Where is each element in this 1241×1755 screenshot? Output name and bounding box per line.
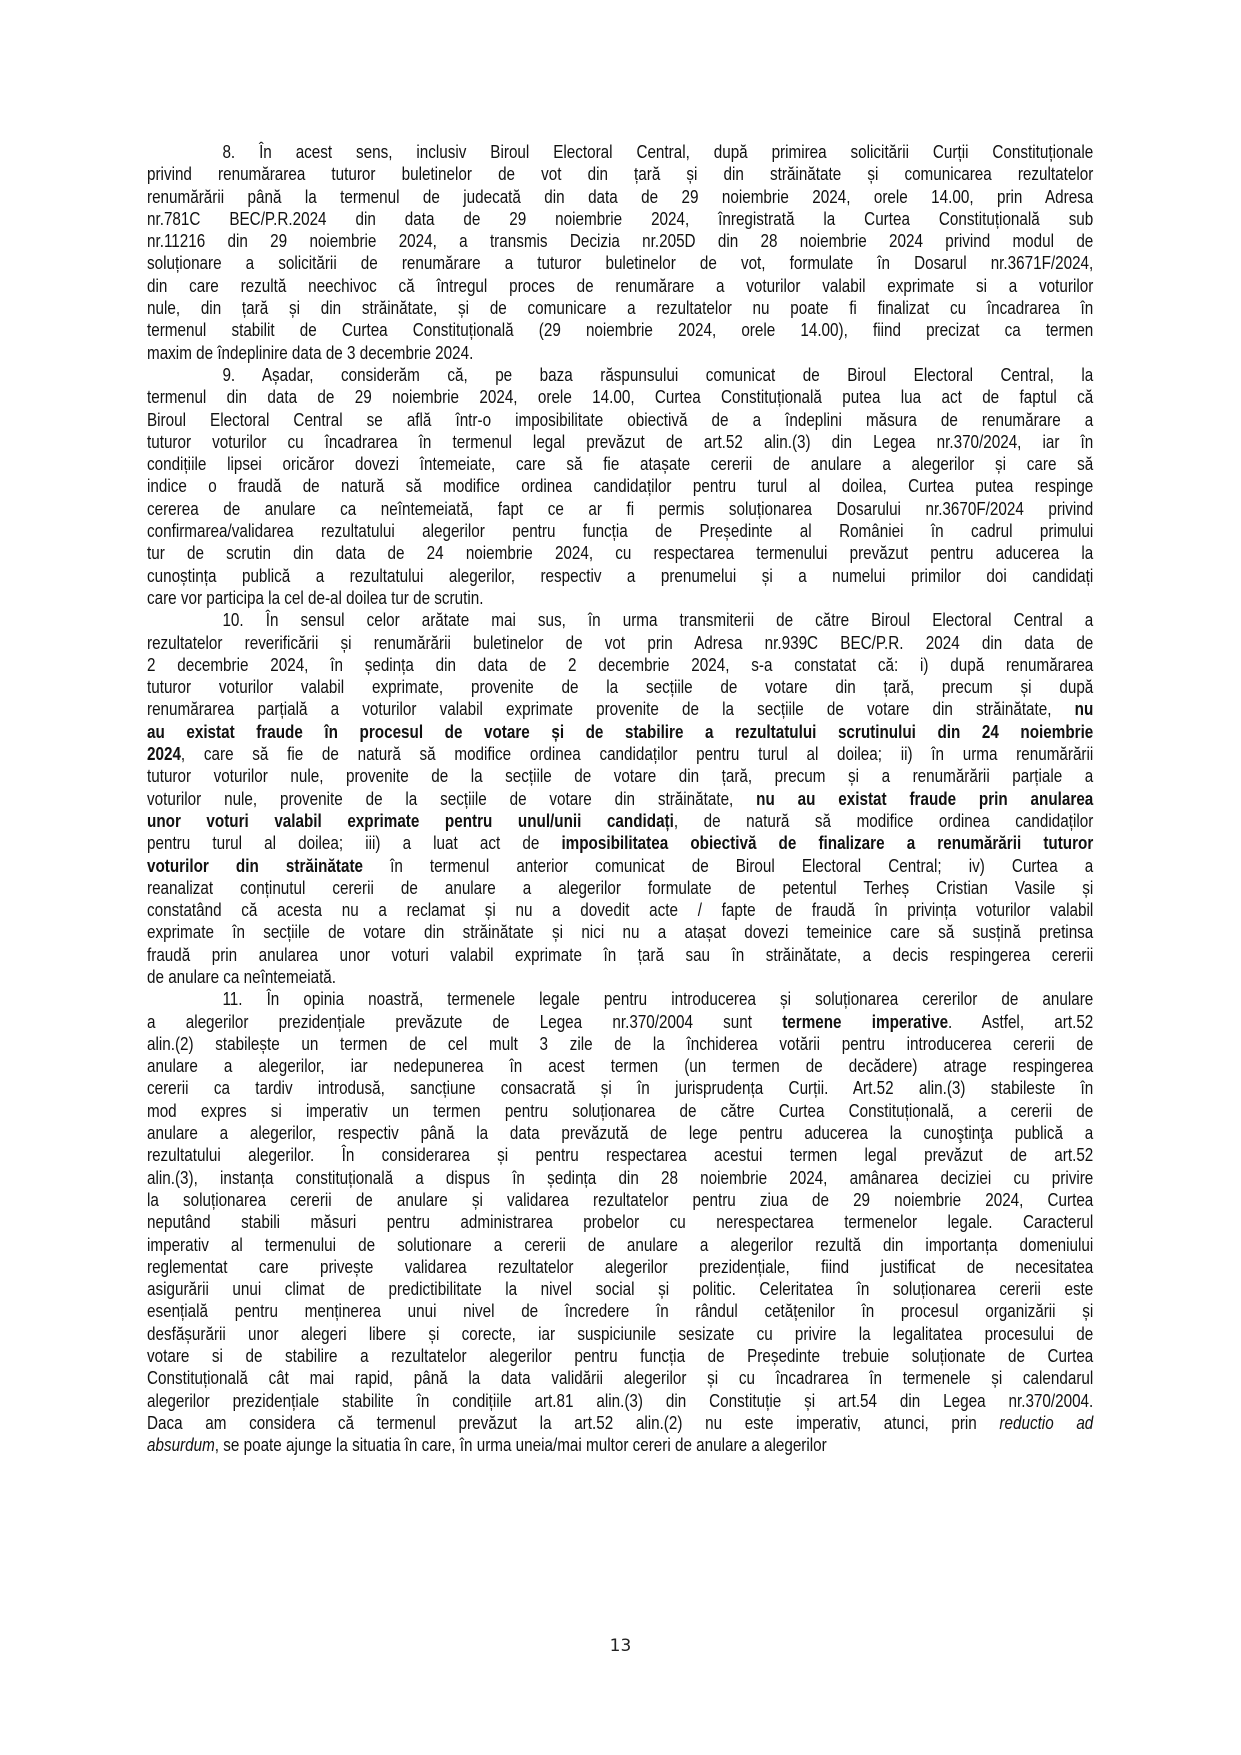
text-run: votare si de stabilire a rezultatelor alegerilor pentru funcția de Președinte trebuie soluționate de Curtea bbox=[147, 1345, 1094, 1367]
text-line bbox=[147, 721, 1093, 743]
text-run: , de natură să modifice ordinea candidaților bbox=[673, 809, 1094, 831]
text-run: confirmarea/validarea rezultatului alegerilor pentru funcția de Președinte al României în cadrul primului bbox=[147, 520, 1094, 542]
text-line bbox=[147, 765, 1093, 787]
text-line bbox=[147, 520, 1093, 542]
text-run: nr.781C BEC/P.R.2024 din data de 29 noiembrie 2024, înregistrată la Curtea Constituțională sub bbox=[147, 207, 1094, 229]
text-line bbox=[147, 632, 1093, 654]
text-run: alin.(3), instanța constituțională a dispus în ședința din 28 noiembrie 2024, amânarea deciziei cu privire bbox=[147, 1166, 1094, 1188]
text-run: termenul din data de 29 noiembrie 2024, orele 14.00, Curtea Constituțională putea lua act de faptul că bbox=[147, 386, 1094, 408]
text-run: maxim de îndeplinire data de 3 decembrie 2024. bbox=[147, 341, 474, 363]
text-line bbox=[147, 1011, 1093, 1033]
paragraph-p11 bbox=[147, 988, 1093, 1456]
text-run: care vor participa la cel de-al doilea tur de scrutin. bbox=[147, 586, 484, 608]
text-run: condițiile lipsei oricăror dovezi întemeiate, care să fie atașate cererii de anulare a alegerilor și care să bbox=[147, 453, 1094, 475]
text-run: Biroul Electoral Central se află într-o imposibilitate obiectivă de a îndeplini măsura de renumărare a bbox=[147, 408, 1094, 430]
text-run: asigurării unui climat de predictibilitate la nivel social și politic. Celeritatea în soluționarea cererii este bbox=[147, 1278, 1094, 1300]
italic-text: reductio ad bbox=[999, 1411, 1094, 1433]
text-run: imperativ al termenului de solutionare a cererii de anulare a alegerilor rezultă din importanța domeniului bbox=[147, 1233, 1094, 1255]
text-line bbox=[147, 988, 1093, 1010]
document-body bbox=[147, 141, 1093, 1457]
text-line bbox=[147, 208, 1093, 230]
text-line bbox=[147, 141, 1093, 163]
text-run: termenul stabilit de Curtea Constituțională (29 noiembrie 2024, orele 14.00), fiind precizat ca termen bbox=[147, 319, 1094, 341]
text-line bbox=[147, 275, 1093, 297]
text-run: mod expres si imperativ un termen pentru soluționarea de către Curtea Constituțională, a cererii de bbox=[147, 1099, 1094, 1121]
text-line bbox=[147, 788, 1093, 810]
text-run: anulare a alegerilor, iar nedepunerea în acest termen (un termen de decădere) atrage respingerea bbox=[147, 1055, 1094, 1077]
text-run: renumărarea parțială a voturilor valabil exprimate provenite de la secțiile de votare din străinătate, bbox=[147, 698, 1075, 720]
bold-text: 2024 bbox=[147, 743, 181, 765]
text-run: 8. În acest sens, inclusiv Biroul Electoral Central, după primirea solicitării Curții Constituționale bbox=[222, 141, 1094, 162]
text-run: rezultatelor reverificării și renumărării buletinelor de vot prin Adresa nr.939C BEC/P.R. 2024 din data de bbox=[147, 631, 1094, 653]
text-run: la soluționarea cererii de anulare și validarea rezultatelor pentru ziua de 29 noiembrie 2024, Curtea bbox=[147, 1188, 1094, 1210]
text-run: tuturor voturilor valabil exprimate, provenite de la secțiile de votare din țară, precum și după bbox=[147, 676, 1094, 698]
text-run: , se poate ajunge la situatia în care, în urma uneia/mai multor cereri de anulare a alegerilor bbox=[214, 1434, 827, 1456]
bold-text: nu au existat fraude prin anularea bbox=[756, 787, 1094, 809]
text-line bbox=[147, 966, 1093, 988]
text-run: 9. Așadar, considerăm că, pe baza răspunsului comunicat de Biroul Electoral Central, la bbox=[222, 363, 1094, 385]
page-number: 13 bbox=[609, 1636, 632, 1656]
text-run: privind renumărarea tuturor buletinelor de vot din țară și din străinătate și comunicarea rezultatelor bbox=[147, 163, 1094, 185]
bold-text: termene imperative bbox=[782, 1010, 949, 1032]
text-line bbox=[147, 1412, 1093, 1434]
paragraph-p10 bbox=[147, 609, 1093, 988]
text-line bbox=[147, 1323, 1093, 1345]
text-line bbox=[147, 1167, 1093, 1189]
text-line bbox=[147, 1189, 1093, 1211]
text-line bbox=[147, 409, 1093, 431]
text-run: nule, din țară și din străinătate, și de comunicare a rezultatelor nu poate fi finalizat cu încadrarea în bbox=[147, 297, 1094, 319]
text-run: indice o fraudă de natură să modifice ordinea candidaților pentru turul al doilea, Curtea putea respinge bbox=[147, 475, 1094, 497]
text-line bbox=[147, 609, 1093, 631]
text-line bbox=[147, 654, 1093, 676]
text-line bbox=[147, 1300, 1093, 1322]
text-run: , care să fie de natură să modifice ordinea candidaților pentru turul al doilea; ii) în urma renumărării bbox=[180, 743, 1094, 765]
text-line bbox=[147, 230, 1093, 252]
text-run: alin.(2) stabilește un termen de cel mult 3 zile de la închiderea votării pentru introducerea cererii de bbox=[147, 1032, 1094, 1054]
text-run: 11. În opinia noastră, termenele legale pentru introducerea și soluționarea cererilor de anulare bbox=[222, 988, 1094, 1010]
text-line bbox=[147, 297, 1093, 319]
text-line bbox=[147, 319, 1093, 341]
text-run: 10. În sensul celor arătate mai sus, în urma transmiterii de către Biroul Electoral Central a bbox=[222, 609, 1094, 631]
text-line bbox=[147, 921, 1093, 943]
text-line bbox=[147, 698, 1093, 720]
text-line bbox=[147, 899, 1093, 921]
text-line bbox=[147, 386, 1093, 408]
bold-text: voturilor din străinătate bbox=[147, 854, 364, 876]
text-run: 2 decembrie 2024, în ședința din data de 2 decembrie 2024, s-a constatat că: i) după renumărarea bbox=[147, 653, 1094, 675]
text-run: reglementat care privește validarea rezultatelor alegerilor prezidențiale, fiind justificat de necesitatea bbox=[147, 1255, 1094, 1277]
text-run: desfășurării unor alegeri libere și corecte, iar suspiciunile sesizate cu privire la legalitatea procesului de bbox=[147, 1322, 1094, 1344]
text-line bbox=[147, 252, 1093, 274]
text-line bbox=[147, 431, 1093, 453]
text-line bbox=[147, 1234, 1093, 1256]
text-line bbox=[147, 364, 1093, 386]
bold-text: unor voturi valabil exprimate pentru unul/unii candidați bbox=[147, 809, 674, 831]
text-run: a alegerilor prezidențiale prevăzute de Legea nr.370/2004 sunt bbox=[147, 1010, 783, 1032]
bold-text: nu bbox=[1074, 698, 1094, 720]
text-line bbox=[147, 877, 1093, 899]
text-line bbox=[147, 743, 1093, 765]
text-line bbox=[147, 1100, 1093, 1122]
text-line bbox=[147, 1144, 1093, 1166]
text-line bbox=[147, 832, 1093, 854]
text-line bbox=[147, 855, 1093, 877]
text-line bbox=[147, 1256, 1093, 1278]
text-run: . Astfel, art.52 bbox=[948, 1010, 1094, 1032]
text-run: tuturor voturilor nule, provenite de la secțiile de votare din țară, precum și a renumărării parțiale a bbox=[147, 765, 1094, 787]
text-line bbox=[147, 498, 1093, 520]
text-line bbox=[147, 475, 1093, 497]
text-line bbox=[147, 1278, 1093, 1300]
text-run: renumărării până la termenul de judecată din data de 29 noiembrie 2024, orele 14.00, prin Adresa bbox=[147, 185, 1094, 207]
text-run: cererii ca tardiv introdusă, sancțiune consacrată și în jurisprudența Curții. Art.52 alin.(3) stabileste în bbox=[147, 1077, 1094, 1099]
text-line bbox=[147, 810, 1093, 832]
bold-text: au existat fraude în procesul de votare și de stabilire a rezultatului scrutinului din 24 noiembrie bbox=[147, 720, 1094, 742]
text-line bbox=[147, 163, 1093, 185]
text-run: nr.11216 din 29 noiembrie 2024, a transmis Decizia nr.205D din 28 noiembrie 2024 privind modul de bbox=[147, 230, 1094, 252]
text-line bbox=[147, 565, 1093, 587]
text-run: cererea de anulare ca neîntemeiată, fapt ce ar fi permis soluționarea Dosarului nr.3670F/2024 privind bbox=[147, 497, 1094, 519]
text-line bbox=[147, 1211, 1093, 1233]
text-run: soluționare a solicitării de renumărare a tuturor buletinelor de vot, formulate în Dosarul nr.3671F/2024, bbox=[147, 252, 1094, 274]
text-line bbox=[147, 676, 1093, 698]
text-run: exprimate în secțiile de votare din străinătate și nici nu a atașat dovezi temeinice care să susțină pretinsa bbox=[147, 921, 1094, 943]
text-line bbox=[147, 1055, 1093, 1077]
text-run: fraudă prin anularea unor voturi valabil exprimate în țară sau în străinătate, a decis respingerea cererii bbox=[147, 943, 1094, 965]
text-run: de anulare ca neîntemeiată. bbox=[147, 965, 337, 987]
text-run: din care rezultă neechivoc că întregul proces de renumărare a voturilor valabil exprimate si a voturilor bbox=[147, 274, 1094, 296]
text-line bbox=[147, 186, 1093, 208]
text-run: tuturor voturilor cu încadrarea în termenul legal prevăzut de art.52 alin.(3) din Legea nr.370/2024, iar în bbox=[147, 430, 1094, 452]
text-line bbox=[147, 342, 1093, 364]
text-line bbox=[147, 944, 1093, 966]
text-line bbox=[147, 1122, 1093, 1144]
text-run: tur de scrutin din data de 24 noiembrie 2024, cu respectarea termenului prevăzut pentru aducerea la bbox=[147, 542, 1094, 564]
text-run: neputând stabili măsuri pentru administrarea probelor cu nerespectarea termenelor legale. Caracterul bbox=[147, 1211, 1094, 1233]
text-line bbox=[147, 453, 1093, 475]
text-run: rezultatului alegerilor. În considerarea și pentru respectarea acestui termen legal prevăzut de art.52 bbox=[147, 1144, 1094, 1166]
text-run: alegerilor prezidențiale stabilite în condițiile art.81 alin.(3) din Constituție și art.54 din Legea nr.370/2004. bbox=[147, 1389, 1094, 1411]
text-run: anulare a alegerilor, respectiv până la data prevăzută de lege pentru aducerea la cunoştinţa publică a bbox=[147, 1122, 1094, 1144]
text-line bbox=[147, 1390, 1093, 1412]
paragraph-p8 bbox=[147, 141, 1093, 364]
text-line bbox=[147, 542, 1093, 564]
text-run: Constituțională cât mai rapid, până la data validării alegerilor și cu încadrarea în termenele și calendarul bbox=[147, 1367, 1094, 1389]
text-line bbox=[147, 1033, 1093, 1055]
text-run: Daca am considera că termenul prevăzut la art.52 alin.(2) nu este imperativ, atunci, prin bbox=[147, 1411, 1000, 1433]
text-run: în termenul anterior comunicat de Biroul Electoral Central; iv) Curtea a bbox=[363, 854, 1094, 876]
text-line bbox=[147, 1434, 1093, 1456]
text-run: cunoștința publică a rezultatului alegerilor, respectiv a prenumelui și a numelui primilor doi candidați bbox=[147, 564, 1094, 586]
text-run: esențială pentru menținerea unui nivel de încredere în rândul cetățenilor în procesul organizării și bbox=[147, 1300, 1094, 1322]
text-line bbox=[147, 587, 1093, 609]
bold-text: imposibilitatea obiectivă de finalizare a renumărării tuturor bbox=[561, 832, 1094, 854]
italic-text: absurdum bbox=[147, 1434, 215, 1456]
text-line bbox=[147, 1345, 1093, 1367]
text-line bbox=[147, 1367, 1093, 1389]
text-run: pentru turul al doilea; iii) a luat act de bbox=[147, 832, 562, 854]
text-run: reanalizat conținutul cererii de anulare a alegerilor formulate de petentul Terheș Cristian Vasile și bbox=[147, 876, 1094, 898]
text-run: constatând că acesta nu a reclamat și nu a dovedit acte / fapte de fraudă în privința voturilor valabil bbox=[147, 899, 1094, 921]
text-run: voturilor nule, provenite de la secțiile de votare din străinătate, bbox=[147, 787, 757, 809]
paragraph-p9 bbox=[147, 364, 1093, 609]
text-line bbox=[147, 1077, 1093, 1099]
